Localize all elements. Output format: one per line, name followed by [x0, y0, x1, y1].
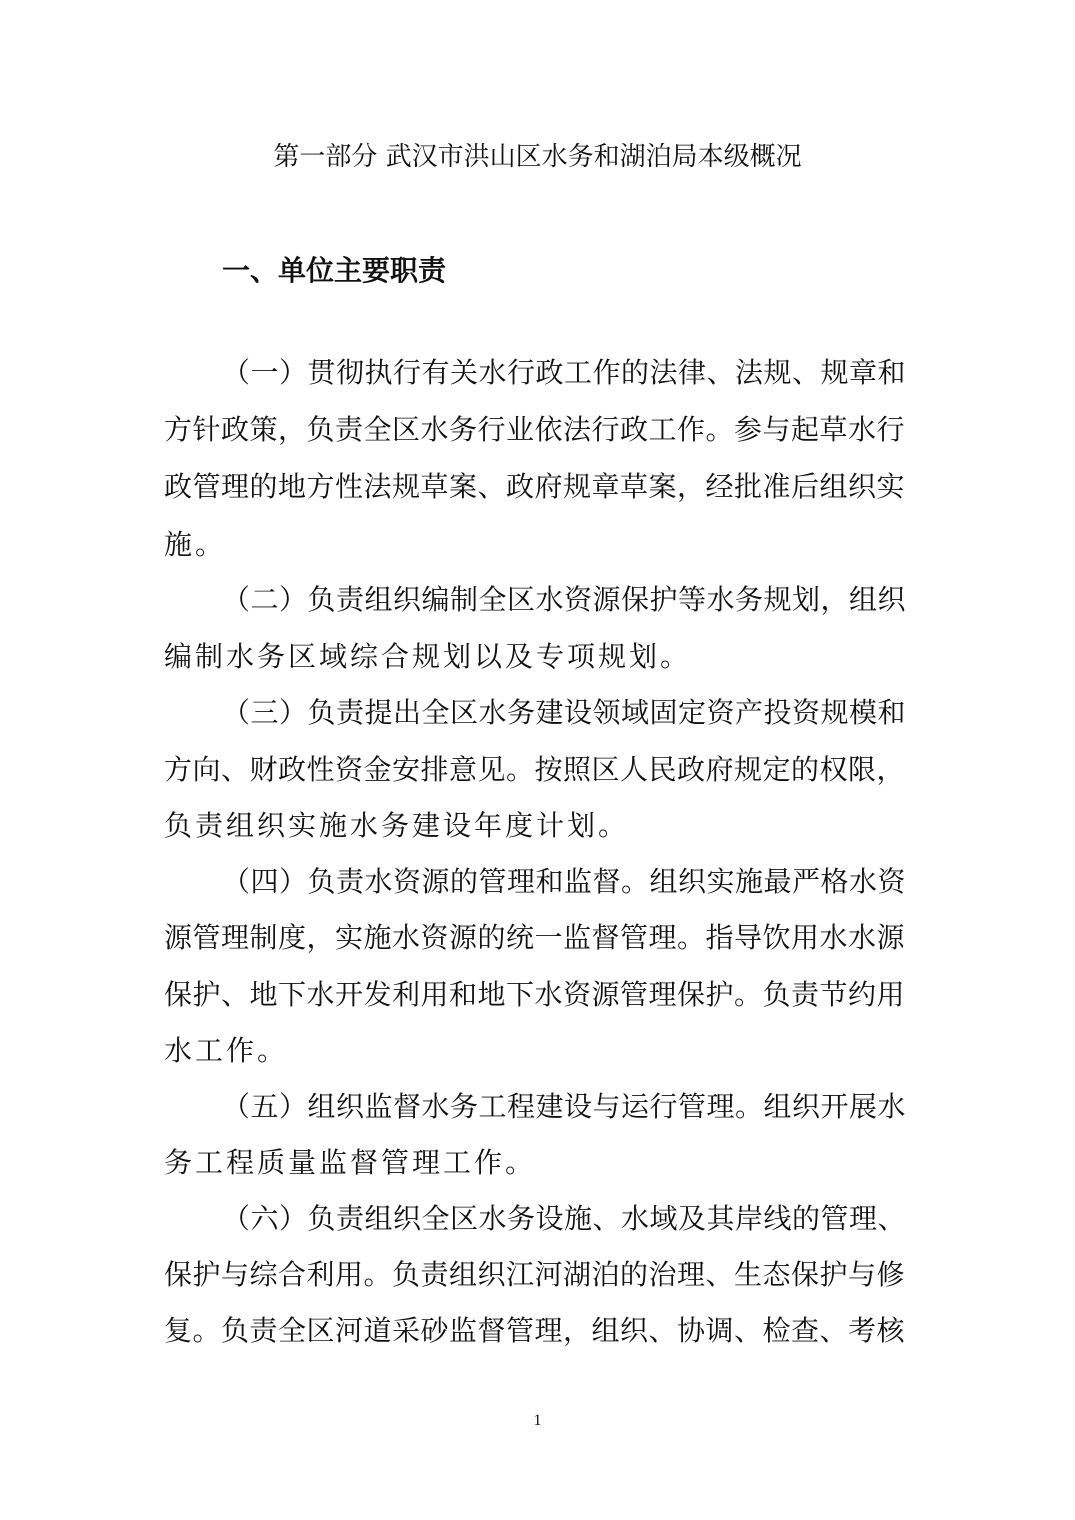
- paragraph-line: 水工作。: [164, 1034, 289, 1067]
- paragraph-line: 施。: [164, 528, 227, 561]
- page-number: 1: [533, 1412, 542, 1429]
- paragraph-line: 编制水务区域综合规划以及专项规划。: [164, 640, 692, 673]
- paragraph-line: （二）负责组织编制全区水资源保护等水务规划，组织: [222, 583, 907, 616]
- paragraph-line: （五）组织监督水务工程建设与运行管理。组织开展水: [222, 1090, 907, 1123]
- paragraph-line: 复。负责全区河道采砂监督管理，组织、协调、检查、考核: [164, 1314, 906, 1347]
- section-heading: 一、单位主要职责: [222, 254, 447, 287]
- paragraph-line: 政管理的地方性法规草案、政府规章草案，经批准后组织实: [164, 470, 906, 503]
- paragraph-line: 负责组织实施水务建设年度计划。: [164, 809, 630, 842]
- paragraph-line: 源管理制度，实施水资源的统一监督管理。指导饮用水水源: [164, 921, 906, 954]
- paragraph-line: 保护、地下水开发利用和地下水资源管理保护。负责节约用: [164, 978, 906, 1011]
- paragraph-line: 方针政策，负责全区水务行业依法行政工作。参与起草水行: [164, 413, 906, 446]
- paragraph-line: （四）负责水资源的管理和监督。组织实施最严格水资: [222, 865, 907, 898]
- page-title: 第一部分 武汉市洪山区水务和湖泊局本级概况: [273, 142, 802, 172]
- paragraph-line: 方向、财政性资金安排意见。按照区人民政府规定的权限，: [164, 753, 906, 786]
- paragraph-line: （一）贯彻执行有关水行政工作的法律、法规、规章和: [222, 356, 907, 389]
- paragraph-line: 务工程质量监督管理工作。: [164, 1146, 537, 1179]
- paragraph-line: （三）负责提出全区水务建设领域固定资产投资规模和: [222, 696, 907, 729]
- paragraph-line: 保护与综合利用。负责组织江河湖泊的治理、生态保护与修: [164, 1258, 906, 1291]
- paragraph-line: （六）负责组织全区水务设施、水域及其岸线的管理、: [222, 1202, 907, 1235]
